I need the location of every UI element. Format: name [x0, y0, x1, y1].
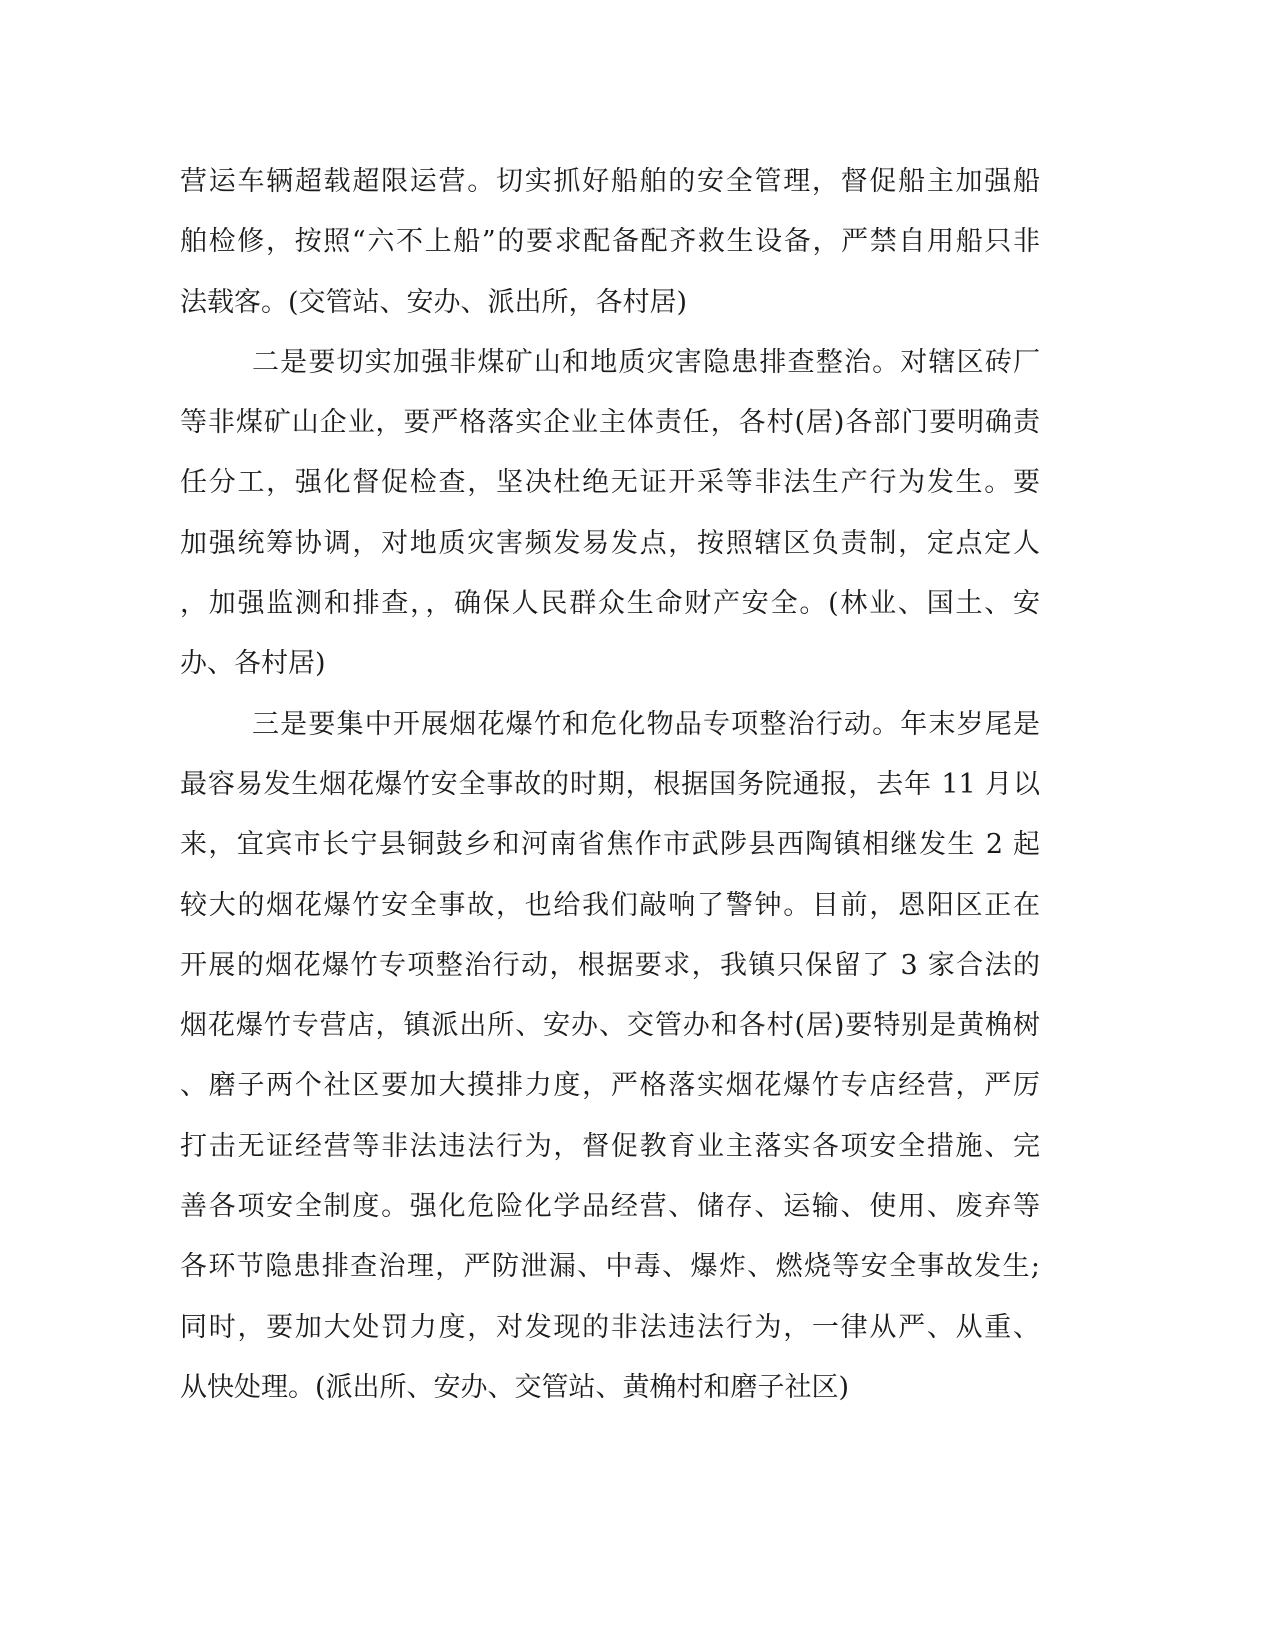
text-line: 最容易发生烟花爆竹安全事故的时期，根据国务院通报，去年 11 月以 — [180, 768, 1040, 800]
text-line: 舶检修，按照“六不上船”的要求配备配齐救生设备，严禁自用船只非 — [180, 226, 1040, 258]
text-line: 各环节隐患排查治理，严防泄漏、中毒、爆炸、燃烧等安全事故发生; — [180, 1251, 1040, 1283]
text-line: 营运车辆超载超限运营。切实抓好船舶的安全管理，督促船主加强船 — [180, 166, 1040, 197]
text-line: 同时，要加大处罚力度，对发现的非法违法行为，一律从严、从重、 — [180, 1311, 1040, 1343]
text-line: 开展的烟花爆竹专项整治行动，根据要求，我镇只保留了 3 家合法的 — [180, 949, 1040, 981]
text-line: 、磨子两个社区要加大摸排力度，严格落实烟花爆竹专店经营，严厉 — [180, 1070, 1040, 1102]
text-line: 较大的烟花爆竹安全事故，也给我们敲响了警钟。目前，恩阳区正在 — [180, 889, 1040, 921]
text-line: 法载客。(交管站、安办、派出所，各村居) — [180, 286, 688, 318]
text-line: 等非煤矿山企业，要严格落实企业主体责任，各村(居)各部门要明确责 — [180, 407, 1040, 439]
text-line: ，加强监测和排查，，确保人民群众生命财产安全。(林业、国土、安 — [180, 588, 1040, 620]
body-text — [180, 158, 1040, 1424]
text-line: 加强统筹协调，对地质灾害频发易发点，按照辖区负责制，定点定人 — [180, 527, 1040, 559]
paragraph-first-line: 三是要集中开展烟花爆竹和危化物品专项整治行动。年末岁尾是 — [252, 708, 1040, 740]
text-line: 办、各村居) — [180, 648, 326, 680]
text-line: 善各项安全制度。强化危险化学品经营、储存、运输、使用、废弃等 — [180, 1191, 1040, 1223]
text-line: 从快处理。(派出所、安办、交管站、黄桷村和磨子社区) — [180, 1371, 850, 1403]
text-line: 烟花爆竹专营店，镇派出所、安办、交管办和各村(居)要特别是黄桷树 — [180, 1010, 1040, 1042]
paragraph-first-line: 二是要切实加强非煤矿山和地质灾害隐患排查整治。对辖区砖厂 — [252, 346, 1040, 378]
text-line: 来，宜宾市长宁县铜鼓乡和河南省焦作市武陟县西陶镇相继发生 2 起 — [180, 829, 1040, 861]
text-line: 任分工，强化督促检查，坚决杜绝无证开采等非法生产行为发生。要 — [180, 467, 1040, 499]
text-line: 打击无证经营等非法违法行为，督促教育业主落实各项安全措施、完 — [180, 1130, 1040, 1162]
